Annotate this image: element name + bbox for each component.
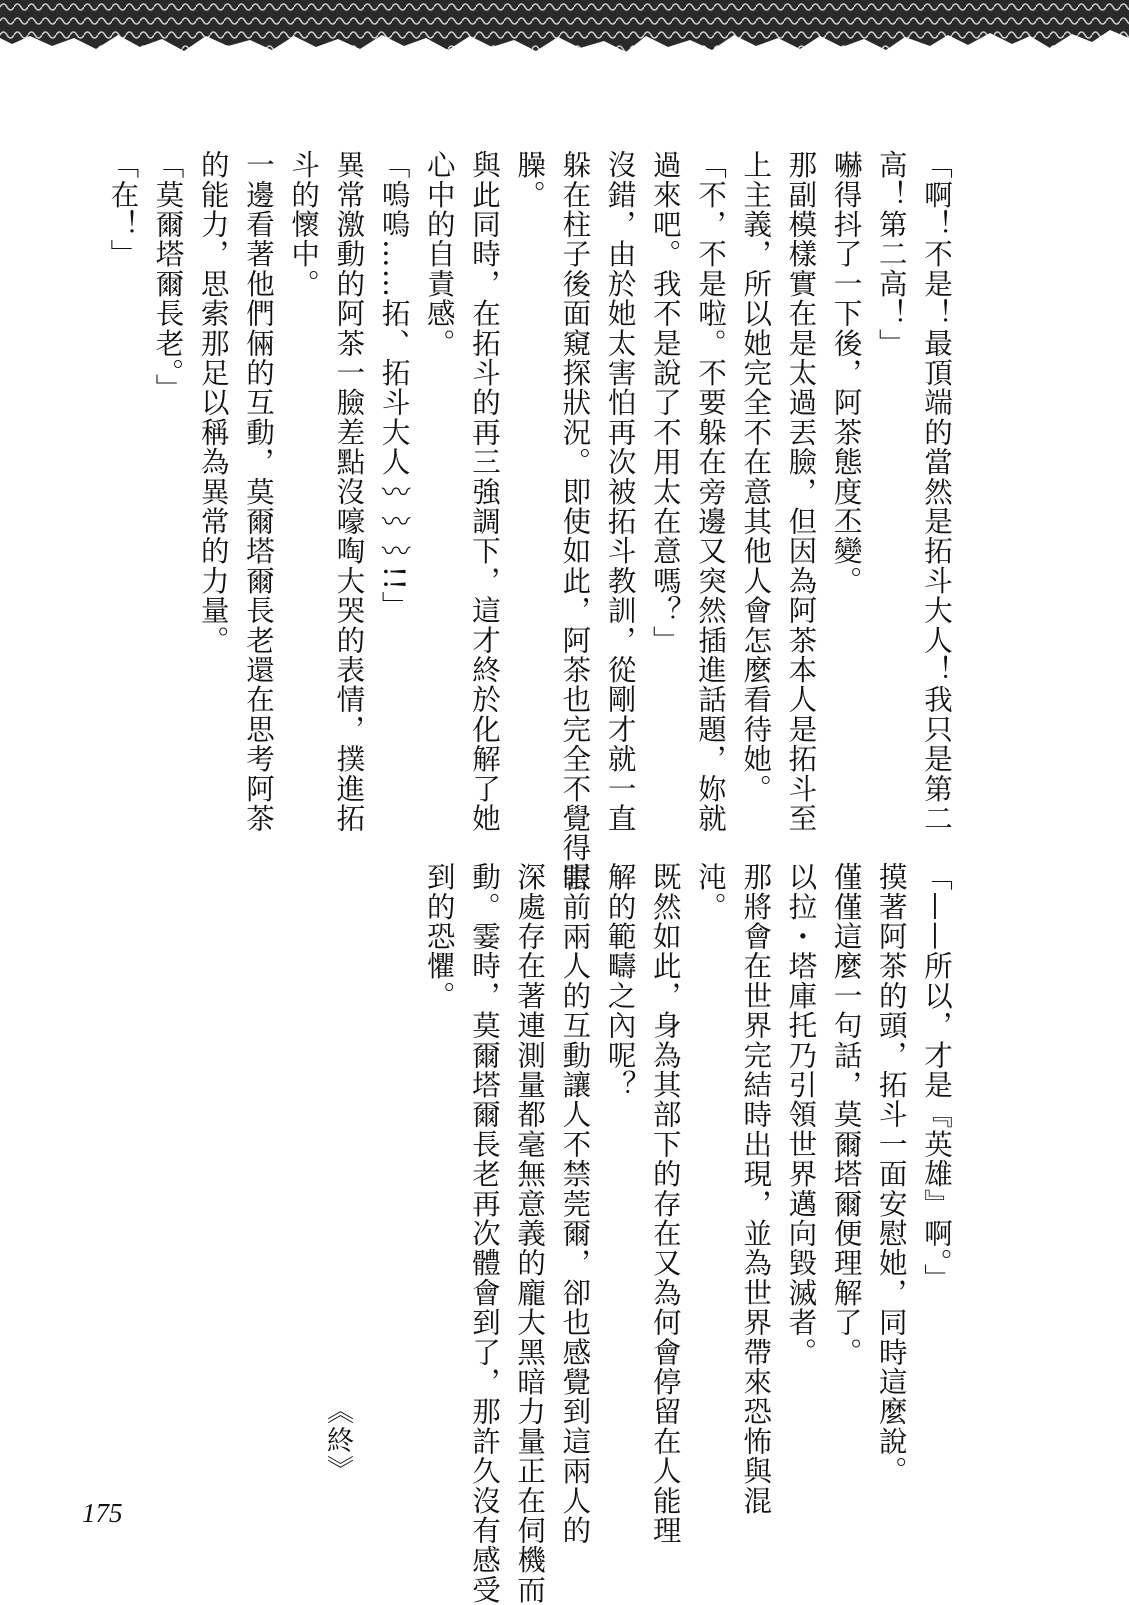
- paragraph: 躲在柱子後面窺探狀況。即使如此，阿茶也完全不覺得害: [558, 150, 592, 893]
- paragraph: 「啊！不是！最頂端的當然是拓斗大人！我只是第二: [920, 150, 953, 834]
- paragraph: 「不，不是啦。不要躲在旁邊又突然插進話題，妳就: [693, 150, 727, 834]
- paragraph: 臊。: [513, 150, 547, 210]
- paragraph: 解的範疇之內呢？: [603, 862, 637, 1100]
- paragraph: 「莫爾塔爾長老。」: [151, 150, 185, 404]
- paragraph: 心中的自責感。: [422, 150, 456, 358]
- page-number: 175: [82, 1498, 123, 1528]
- paragraph: 那將會在世界完結時出現，並為世界帶來恐怖與混: [739, 862, 773, 1516]
- paragraph: 異常激動的阿茶一臉差點沒嚎啕大哭的表情，撲進拓: [332, 150, 366, 834]
- paragraph: 既然如此，身為其部下的存在又為何會停留在人能理: [648, 862, 682, 1546]
- paragraph: 「在！」: [106, 150, 140, 269]
- paragraph: 嚇得抖了一下後，阿茶態度丕變。: [829, 150, 863, 596]
- end-mark: 《終》: [322, 1397, 353, 1484]
- paragraph: 以拉・塔庫托乃引領世界邁向毀滅者。: [784, 862, 818, 1367]
- paragraph: 一邊看著他們倆的互動，莫爾塔爾長老還在思考阿茶: [241, 150, 275, 834]
- paragraph: 與此同時，在拓斗的再三強調下，這才終於化解了她: [467, 150, 501, 834]
- paragraph: 摸著阿茶的頭，拓斗一面安慰她，同時這麼說。: [874, 862, 908, 1486]
- paragraph: 到的恐懼。: [422, 862, 456, 1011]
- paragraph: 那副模樣實在是太過丟臉，但因為阿茶本人是拓斗至: [784, 150, 818, 834]
- lower-text-block: [417, 862, 959, 1605]
- upper-text-block: [100, 150, 959, 893]
- paragraph: 「——所以，才是『英雄』啊。」: [920, 862, 953, 1294]
- paragraph: 沌。: [693, 862, 727, 922]
- paragraph: 的能力，思索那足以稱為異常的力量。: [196, 150, 230, 655]
- paragraph: 「嗚嗚……拓、拓斗大人〰〰〰!!」: [377, 150, 411, 621]
- paragraph: 高！第二高！」: [874, 150, 908, 358]
- torn-texture-border: [0, 0, 1129, 70]
- paragraph: 上主義，所以她完全不在意其他人會怎麼看待她。: [739, 150, 773, 804]
- paragraph: 沒錯，由於她太害怕再次被拓斗教訓，從剛才就一直: [603, 150, 637, 834]
- paragraph: 動。霎時，莫爾塔爾長老再次體會到了，那許久沒有感受: [467, 862, 501, 1605]
- paragraph: 僅僅這麼一句話，莫爾塔爾便理解了。: [829, 862, 863, 1367]
- paragraph: 過來吧。我不是說了不用太在意嗎？」: [648, 150, 682, 655]
- paragraph: 眼前兩人的互動讓人不禁莞爾，卻也感覺到這兩人的: [558, 862, 592, 1546]
- paragraph: 斗的懷中。: [287, 150, 321, 299]
- paragraph: 深處存在著連測量都毫無意義的龐大黑暗力量正在伺機而: [513, 862, 547, 1605]
